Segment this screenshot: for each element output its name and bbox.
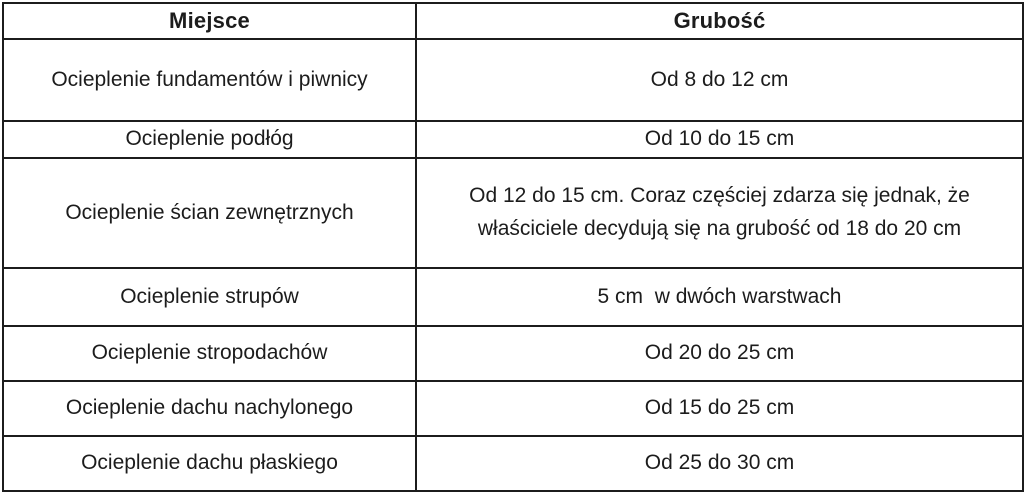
- table-row: [3, 39, 1023, 121]
- table-row: [3, 326, 1023, 381]
- cell-miejsce: Ocieplenie podłóg: [3, 121, 416, 158]
- cell-miejsce: Ocieplenie ścian zewnętrznych: [3, 158, 416, 268]
- cell-grubosc: Od 20 do 25 cm: [416, 326, 1023, 381]
- cell-miejsce: Ocieplenie dachu nachylonego: [3, 381, 416, 436]
- table-row: [3, 268, 1023, 326]
- table-row: [3, 121, 1023, 158]
- cell-grubosc: Od 10 do 15 cm: [416, 121, 1023, 158]
- cell-grubosc: Od 25 do 30 cm: [416, 436, 1023, 491]
- cell-grubosc: Od 8 do 12 cm: [416, 39, 1023, 121]
- cell-miejsce: Ocieplenie stropodachów: [3, 326, 416, 381]
- cell-miejsce: Ocieplenie strupów: [3, 268, 416, 326]
- cell-miejsce: Ocieplenie fundamentów i piwnicy: [3, 39, 416, 121]
- insulation-table: [2, 2, 1024, 492]
- column-header-grubosc: Grubość: [416, 3, 1023, 39]
- cell-miejsce: Ocieplenie dachu płaskiego: [3, 436, 416, 491]
- column-header-miejsce: Miejsce: [3, 3, 416, 39]
- table-row: [3, 436, 1023, 491]
- table-row: [3, 158, 1023, 268]
- cell-grubosc: Od 12 do 15 cm. Coraz częściej zdarza się jednak, że właściciele decydują się na grubość od 18 do 20 cm: [416, 158, 1023, 268]
- cell-grubosc: 5 cm w dwóch warstwach: [416, 268, 1023, 326]
- cell-grubosc: Od 15 do 25 cm: [416, 381, 1023, 436]
- header-row: [3, 3, 1023, 39]
- table-row: [3, 381, 1023, 436]
